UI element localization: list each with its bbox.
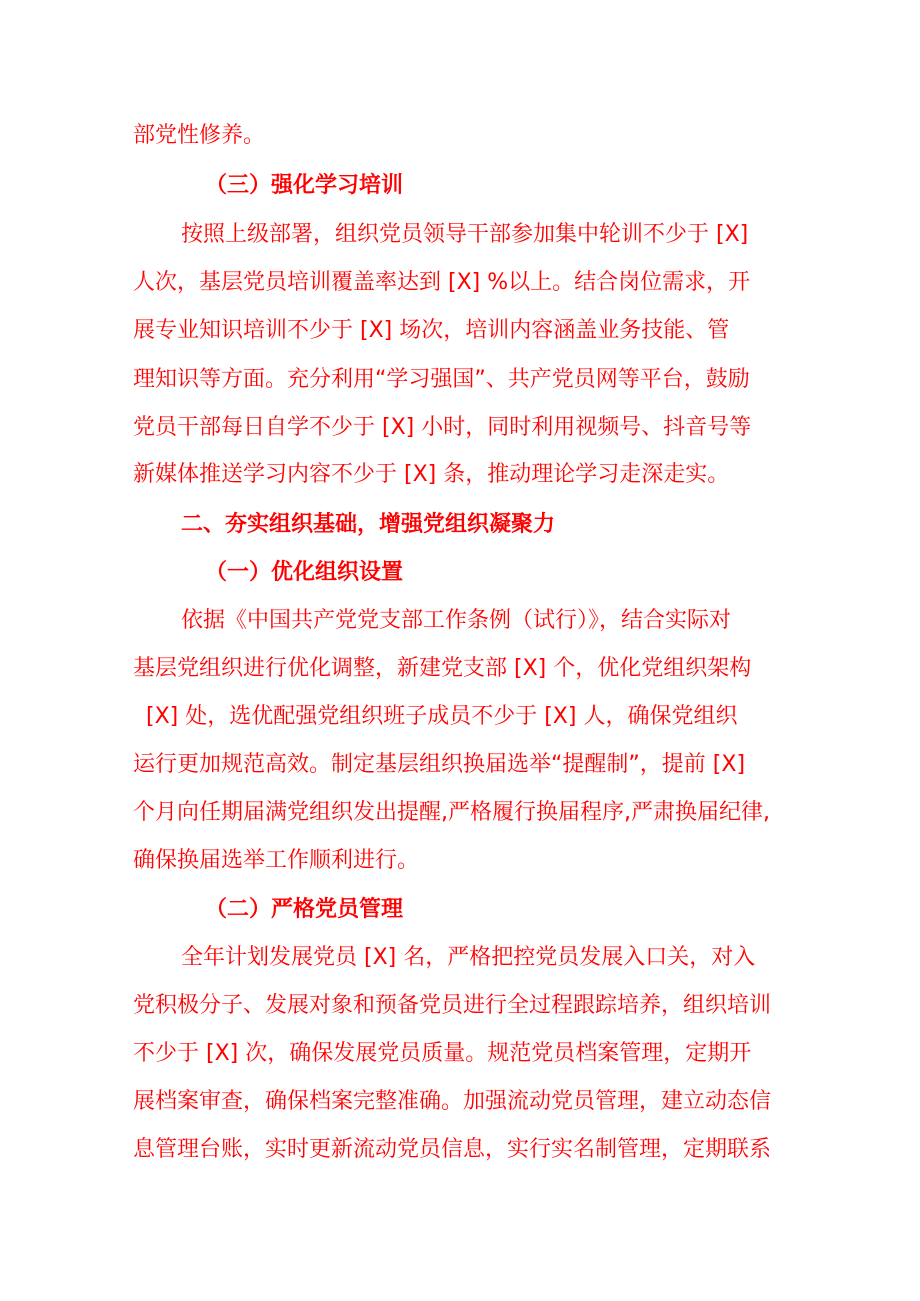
text-line-3: 人次，基层党员培训覆盖率达到 [X] %以上。结合岗位需求，开 (133, 270, 751, 295)
text-line-14: 全年计划发展党员 [X] 名，严格把控党员发展入口关，对入 (181, 945, 756, 970)
text-line-13: 确保换届选举工作顺利进行。 (133, 848, 420, 873)
section-heading-2: （二）严格党员管理 (205, 897, 404, 922)
text-line-15: 党积极分子、发展对象和预备党员进行全过程跟踪培养，组织培训 (133, 993, 772, 1018)
chapter-heading-2: 二、夯实组织基础，增强党组织凝聚力 (181, 512, 556, 537)
text-line-5: 理知识等方面。充分利用“学习强国”、共产党员网等平台，鼓励 (133, 367, 750, 392)
text-line-2: 按照上级部署，组织党员领导干部参加集中轮训不少于 [X] (181, 222, 749, 247)
section-heading-1: （一）优化组织设置 (205, 560, 404, 585)
text-line-8: 依据《中国共产党党支部工作条例（试行）》，结合实际对 (181, 608, 732, 633)
text-line-10: [X] 处，选优配强党组织班子成员不少于 [X] 人，确保党组织 (146, 704, 738, 729)
section-heading-3: （三）强化学习培训 (205, 173, 404, 198)
text-line-12: 个月向任期届满党组织发出提醒,严格履行换届程序,严肃换届纪律, (133, 800, 770, 825)
text-line-1: 部党性修养。 (133, 123, 266, 148)
text-line-16: 不少于 [X] 次，确保发展党员质量。规范党员档案管理，定期开 (133, 1041, 752, 1066)
text-line-9: 基层党组织进行优化调整，新建党支部 [X] 个，优化党组织架构 (133, 656, 752, 681)
text-line-4: 展专业知识培训不少于 [X] 场次，培训内容涵盖业务技能、管 (133, 318, 730, 343)
text-line-18: 息管理台账，实时更新流动党员信息，实行实名制管理，定期联系 (133, 1137, 772, 1162)
text-line-17: 展档案审查，确保档案完整准确。加强流动党员管理，建立动态信 (133, 1089, 772, 1114)
text-line-11: 运行更加规范高效。制定基层组织换届选举“提醒制”，提前 [X] (133, 752, 746, 777)
text-line-6: 党员干部每日自学不少于 [X] 小时，同时利用视频号、抖音号等 (133, 415, 752, 440)
text-line-7: 新媒体推送学习内容不少于 [X] 条，推动理论学习走深走实。 (133, 462, 730, 487)
